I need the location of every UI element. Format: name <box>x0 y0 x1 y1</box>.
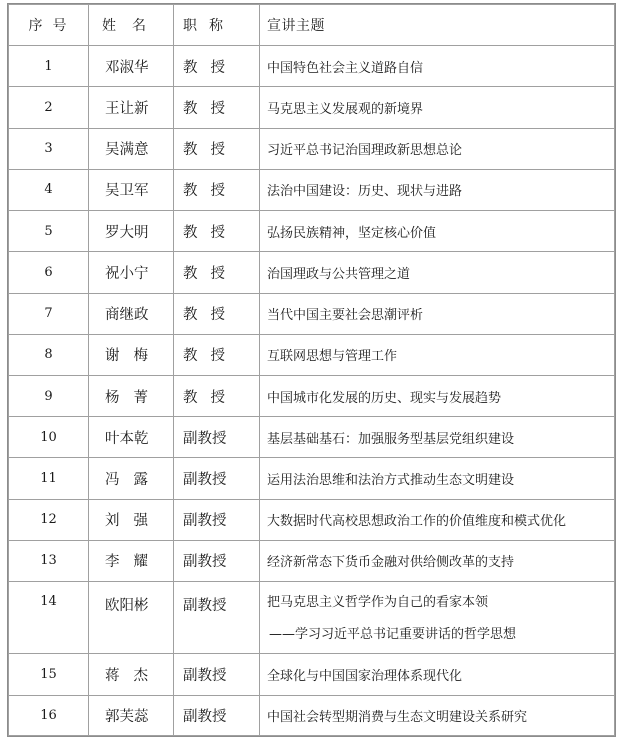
cell-title: 教授 <box>174 252 260 293</box>
table-row <box>9 169 615 210</box>
cell-title: 教授 <box>174 293 260 334</box>
cell-no: 10 <box>9 417 89 458</box>
table-row <box>9 417 615 458</box>
table-row <box>9 458 615 499</box>
cell-title: 副教授 <box>174 654 260 695</box>
cell-topic: 法治中国建设：历史、现状与进路 <box>260 169 615 210</box>
cell-no: 4 <box>9 169 89 210</box>
cell-title: 副教授 <box>174 417 260 458</box>
header-topic: 宣讲主题 <box>260 5 615 46</box>
cell-no: 5 <box>9 211 89 252</box>
table-header-row <box>9 5 615 46</box>
header-title: 职称 <box>174 5 260 46</box>
cell-title: 教授 <box>174 334 260 375</box>
cell-name: 祝小宁 <box>89 252 174 293</box>
cell-name: 邓淑华 <box>89 46 174 87</box>
cell-no: 16 <box>9 695 89 735</box>
table-row <box>9 654 615 695</box>
cell-no: 3 <box>9 128 89 169</box>
table-row <box>9 46 615 87</box>
table-row <box>9 334 615 375</box>
cell-no: 9 <box>9 375 89 416</box>
table-row <box>9 252 615 293</box>
cell-topic: 习近平总书记治国理政新思想总论 <box>260 128 615 169</box>
cell-topic: 互联网思想与管理工作 <box>260 334 615 375</box>
cell-title: 教授 <box>174 375 260 416</box>
cell-topic: 当代中国主要社会思潮评析 <box>260 293 615 334</box>
table-row <box>9 87 615 128</box>
header-no: 序号 <box>9 5 89 46</box>
cell-name: 罗大明 <box>89 211 174 252</box>
cell-title: 副教授 <box>174 695 260 735</box>
cell-no: 12 <box>9 499 89 540</box>
cell-topic: 中国社会转型期消费与生态文明建设关系研究 <box>260 695 615 735</box>
table-row <box>9 128 615 169</box>
cell-topic: 全球化与中国国家治理体系现代化 <box>260 654 615 695</box>
cell-title: 副教授 <box>174 499 260 540</box>
cell-no: 2 <box>9 87 89 128</box>
cell-name: 蒋杰 <box>89 654 174 695</box>
cell-name: 吴卫军 <box>89 169 174 210</box>
cell-no: 14 <box>9 582 89 654</box>
cell-no: 7 <box>9 293 89 334</box>
cell-name: 谢梅 <box>89 334 174 375</box>
lecturer-table-container <box>7 3 616 737</box>
cell-name: 郭芙蕊 <box>89 695 174 735</box>
cell-topic: 大数据时代高校思想政治工作的价值维度和模式优化 <box>260 499 615 540</box>
cell-name: 王让新 <box>89 87 174 128</box>
cell-name: 李耀 <box>89 540 174 581</box>
cell-no: 11 <box>9 458 89 499</box>
cell-title: 副教授 <box>174 582 260 654</box>
cell-name: 杨菁 <box>89 375 174 416</box>
cell-no: 15 <box>9 654 89 695</box>
topic-main-line: 把马克思主义哲学作为自己的看家本领 <box>267 595 489 611</box>
table-row <box>9 695 615 735</box>
header-name: 姓名 <box>89 5 174 46</box>
cell-title: 教授 <box>174 211 260 252</box>
cell-title: 副教授 <box>174 540 260 581</box>
cell-name: 刘强 <box>89 499 174 540</box>
cell-topic: 弘扬民族精神，坚定核心价值 <box>260 211 615 252</box>
cell-topic: 治国理政与公共管理之道 <box>260 252 615 293</box>
cell-topic: 中国特色社会主义道路自信 <box>260 46 615 87</box>
cell-title: 副教授 <box>174 458 260 499</box>
cell-topic: 中国城市化发展的历史、现实与发展趋势 <box>260 375 615 416</box>
cell-title: 教授 <box>174 128 260 169</box>
cell-title: 教授 <box>174 169 260 210</box>
cell-topic <box>260 582 615 654</box>
cell-topic: 基层基础基石：加强服务型基层党组织建设 <box>260 417 615 458</box>
topic-subtitle-line: ——学习习近平总书记重要讲话的哲学思想 <box>269 627 517 643</box>
cell-name: 叶本乾 <box>89 417 174 458</box>
cell-name: 冯露 <box>89 458 174 499</box>
cell-title: 教授 <box>174 46 260 87</box>
table-row <box>9 582 615 654</box>
cell-name: 商继政 <box>89 293 174 334</box>
cell-name: 欧阳彬 <box>89 582 174 654</box>
cell-topic: 马克思主义发展观的新境界 <box>260 87 615 128</box>
cell-title: 教授 <box>174 87 260 128</box>
cell-no: 1 <box>9 46 89 87</box>
cell-name: 吴满意 <box>89 128 174 169</box>
cell-no: 6 <box>9 252 89 293</box>
cell-no: 13 <box>9 540 89 581</box>
table-row <box>9 211 615 252</box>
cell-no: 8 <box>9 334 89 375</box>
table-row <box>9 499 615 540</box>
lecturer-table <box>8 4 615 736</box>
cell-topic: 经济新常态下货币金融对供给侧改革的支持 <box>260 540 615 581</box>
table-row <box>9 293 615 334</box>
table-row <box>9 375 615 416</box>
cell-topic: 运用法治思维和法治方式推动生态文明建设 <box>260 458 615 499</box>
table-row <box>9 540 615 581</box>
